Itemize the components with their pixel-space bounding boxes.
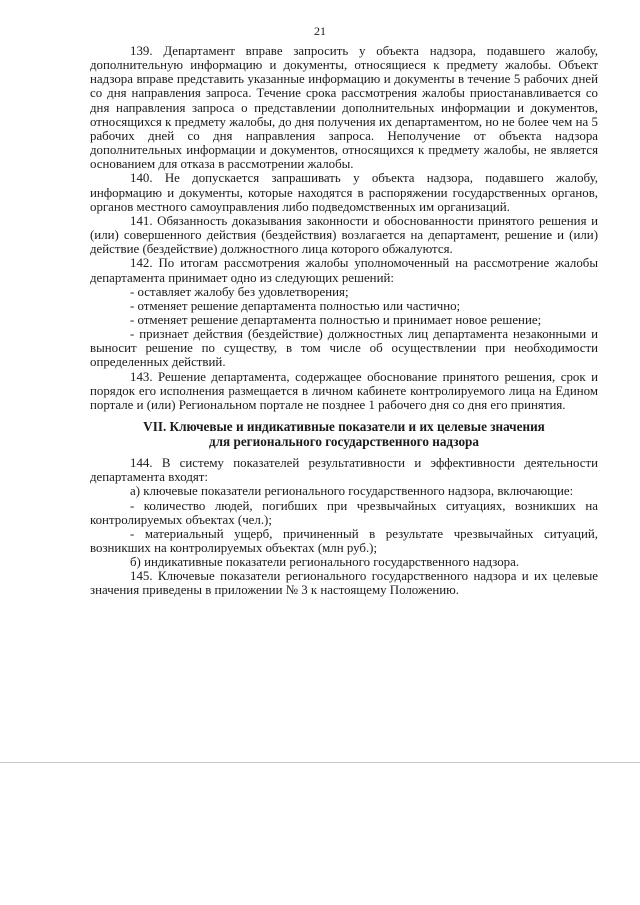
decision-item: - отменяет решение департамента полностью или частично; [130, 298, 461, 313]
page-number: 21 [314, 24, 326, 38]
paragraph-144: 144. В систему показателей результативности и эффективности деятельности департамента входят: [90, 456, 598, 485]
paragraph-141: 141. Обязанность доказывания законности и обоснованности принятого решения и (или) совершенного действия (бездействия) возлагается на департамент, решение и (или) действие (бездействие) должностного лица которого обжалуются. [90, 213, 598, 257]
paragraph-143: 143. Решение департамента, содержащее обоснование принятого решения, срок и порядок его исполнения размещается в личном кабинете контролируемого лица на Едином портале и (или) Региональном портале не позднее 1 рабочего дня со дня его принятия. [90, 369, 598, 412]
section-title-line-2: для регионального государственного надзора [208, 434, 479, 450]
paragraph-140: 140. Не допускается запрашивать у объекта надзора, подавшего жалобу, информацию и документы, которые находятся в распоряжении государственных органов, органов местного самоуправления либо подведомственных им организаций. [90, 171, 598, 214]
decision-item: - признает действия (бездействие) должностных лиц департамента незаконными и выносит решение по существу, в том числе об осуществлении при необходимости определенных действий. [90, 327, 598, 370]
paragraph-142: 142. По итогам рассмотрения жалобы уполномоченный на рассмотрение жалобы департамента принимает одно из следующих решений: [90, 256, 598, 285]
paragraph-145: 145. Ключевые показатели регионального государственного надзора и их целевые значения приведены в приложении № 3 к настоящему Положению. [90, 569, 598, 598]
key-indicator-item: - материальный ущерб, причиненный в результате чрезвычайных ситуаций, возникших на контролируемых объектах (млн руб.); [90, 526, 598, 555]
paragraph-144-b: б) индикативные показатели регионального государственного надзора. [130, 555, 520, 570]
decision-item: - оставляет жалобу без удовлетворения; [130, 284, 349, 299]
paragraph-144-a: а) ключевые показатели регионального государственного надзора, включающие: [130, 484, 574, 499]
key-indicator-item: - количество людей, погибших при чрезвычайных ситуациях, возникших на контролируемых объектах (чел.); [90, 498, 598, 527]
blank-area [0, 763, 640, 905]
document-body [90, 44, 598, 598]
section-gap [90, 412, 598, 419]
section-title-line-1: VII. Ключевые и индикативные показатели и их целевые значения [143, 419, 545, 435]
decision-item: - отменяет решение департамента полностью и принимает новое решение; [130, 312, 542, 327]
section-gap [90, 449, 598, 456]
paragraph-139: 139. Департамент вправе запросить у объекта надзора, подавшего жалобу, дополнительную информацию и документы, относящиеся к предмету жалобы. Объект надзора вправе представить указанные информацию и документы в течение 5 рабочих дней со дня направления запроса. Течение срока рассмотрения жалобы приостанавливается со дня направления запроса о представлении дополнительных информации и документов, относящихся к предмету жалобы, до дня получения их департаментом, но не более чем на 5 рабочих дней со дня направления запроса. Неполучение от объекта надзора дополнительных информации и документов, относящихся к предмету жалобы, не является основанием для отказа в рассмотрении жалобы. [90, 44, 598, 172]
